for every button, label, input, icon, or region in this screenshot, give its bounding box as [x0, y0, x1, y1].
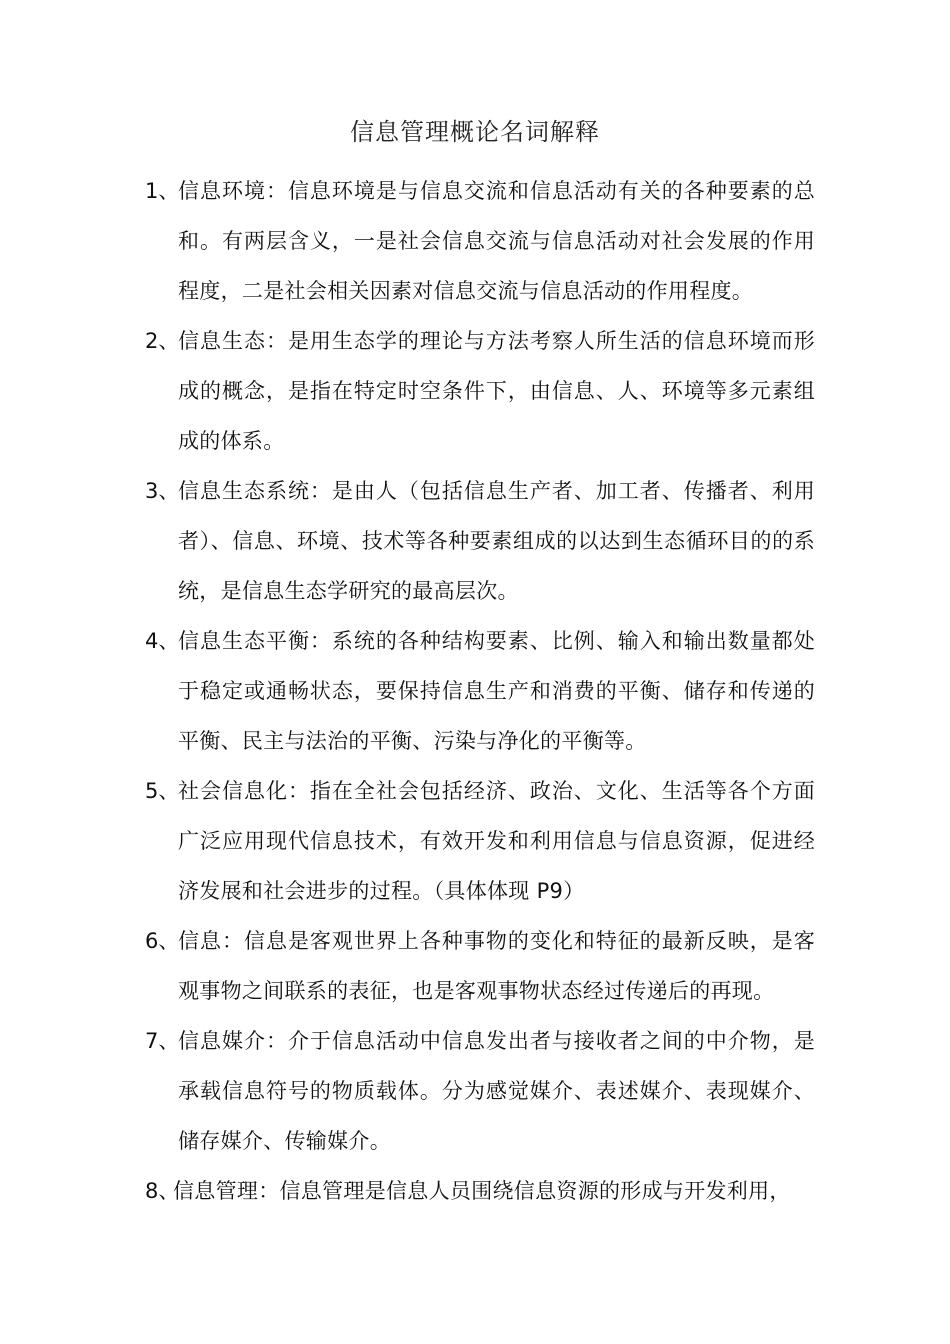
- entry-text: 信息环境：信息环境是与信息交流和信息活动有关的各种要素的总和。有两层含义，一是社会信息交流与信息活动对社会发展的作用程度，二是社会相关因素对信息交流与信息活动的作用程度。: [178, 179, 815, 303]
- entry-number: 4、: [145, 629, 180, 653]
- entry-text: 信息管理：信息管理是信息人员围绕信息资源的形成与开发利用，: [173, 1179, 791, 1203]
- entry-text: 社会信息化：指在全社会包括经济、政治、文化、生活等各个方面广泛应用现代信息技术，有效开发和利用信息与信息资源，促进经济发展和社会进步的过程。（具体体现 P9）: [178, 779, 815, 903]
- definition-entry: [145, 316, 815, 466]
- entry-number: 2、: [145, 329, 180, 353]
- entry-number: 8、: [145, 1179, 180, 1203]
- entry-number: 5、: [145, 779, 180, 803]
- entry-number: 7、: [145, 1029, 180, 1053]
- definition-entry: [145, 766, 815, 916]
- entry-text: 信息媒介：介于信息活动中信息发出者与接收者之间的中介物，是承载信息符号的物质载体。分为感觉媒介、表述媒介、表现媒介、储存媒介、传输媒介。: [178, 1029, 815, 1153]
- document-title: 信息管理概论名词解释: [350, 118, 600, 146]
- entry-text: 信息：信息是客观世界上各种事物的变化和特征的最新反映，是客观事物之间联系的表征，也是客观事物状态经过传递后的再现。: [178, 929, 815, 1003]
- entry-text: 信息生态平衡：系统的各种结构要素、比例、输入和输出数量都处于稳定或通畅状态，要保持信息生产和消费的平衡、储存和传递的平衡、民主与法治的平衡、污染与净化的平衡等。: [178, 629, 815, 753]
- entry-number: 1、: [145, 179, 180, 203]
- definition-entry: [145, 1166, 815, 1216]
- definition-entry: [145, 166, 815, 316]
- definition-entry: [145, 916, 815, 1016]
- entry-text: 信息生态系统：是由人（包括信息生产者、加工者、传播者、利用者）、信息、环境、技术等各种要素组成的以达到生态循环目的的系统，是信息生态学研究的最高层次。: [178, 479, 815, 603]
- definition-entry: [145, 466, 815, 616]
- definition-list: [145, 166, 815, 1216]
- entry-text: 信息生态：是用生态学的理论与方法考察人所生活的信息环境而形成的概念，是指在特定时空条件下，由信息、人、环境等多元素组成的体系。: [178, 329, 815, 453]
- entry-number: 3、: [145, 479, 180, 503]
- definition-entry: [145, 1016, 815, 1166]
- definition-entry: [145, 616, 815, 766]
- entry-number: 6、: [145, 929, 180, 953]
